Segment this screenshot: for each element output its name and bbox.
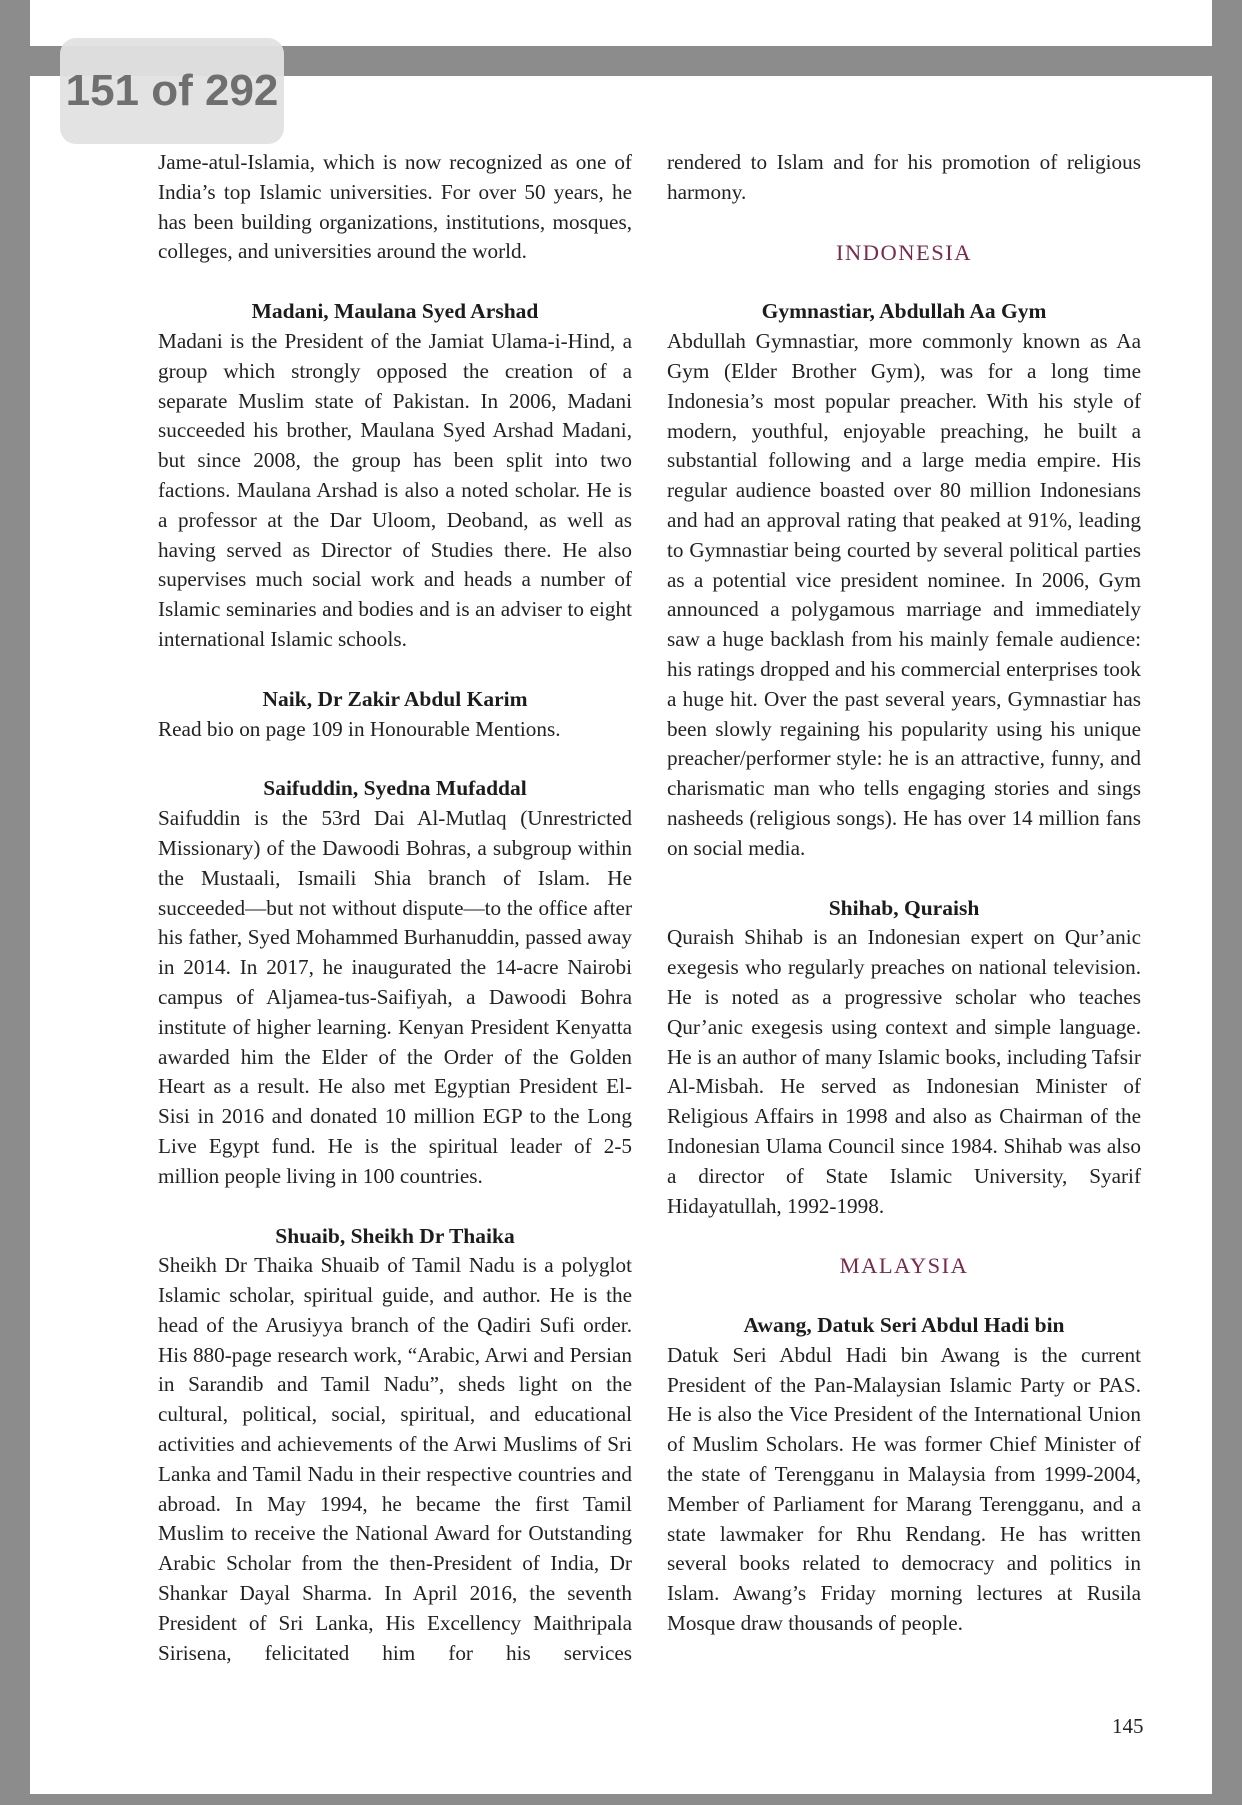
page-counter: 151 of 292 — [60, 38, 284, 144]
spacer — [158, 655, 632, 685]
entry-bio-naik: Read bio on page 109 in Honourable Mentions. — [158, 716, 561, 741]
intro-paragraph: Jame-atul-Islamia, which is now recognized as one of India’s top Islamic universities. For over 50 years, he has been building organizations, institutions, mosques, colleges, and universities around the world. — [158, 150, 632, 264]
continued-paragraph: rendered to Islam and for his promotion of religious harmony. — [667, 150, 1141, 204]
section-heading-indonesia: INDONESIA — [836, 239, 972, 265]
entry-bio-shihab: Quraish Shihab is an Indonesian expert on Qur’anic exegesis who regularly preaches on national television. He is noted as a progressive scholar who teaches Qur’anic exegesis using context and simple language. He is an author of many Islamic books, including Tafsir Al-Misbah. He served as Indonesian Minister of Religious Affairs in 1998 and also as Chairman of the Indonesian Ulama Council since 1984. Shihab was also a director of State Islamic University, Syarif Hidayatullah, 1992-1998. — [667, 925, 1141, 1218]
entry-bio-madani: Madani is the President of the Jamiat Ulama-i-Hind, a group which strongly opposed the creation of a separate Muslim state of Pakistan. In 2006, Madani succeeded his brother, Maulana Syed Arshad Madani, but since 2008, the group has been split into two factions. Maulana Arshad is also a noted scholar. He is a professor at the Dar Uloom, Deoband, as well as having served as Director of Studies there. He also supervises much social work and heads a number of Islamic seminaries and bodies and is an adviser to eight international Islamic schools. — [158, 328, 632, 651]
left-column — [158, 148, 632, 1668]
spacer — [667, 267, 1141, 297]
spacer — [158, 267, 632, 297]
spacer — [158, 744, 632, 774]
entry-name-gymnastiar: Gymnastiar, Abdullah Aa Gym — [761, 299, 1047, 324]
entry-name-saifuddin: Saifuddin, Syedna Mufaddal — [263, 776, 527, 801]
entry-bio-shuaib: Sheikh Dr Thaika Shuaib of Tamil Nadu is a polyglot Islamic scholar, spiritual guide, and author. He is the head of the Arusiyya branch of the Qadiri Sufi order. His 880-page research work, “Arabic, Arwi and Persian in Sarandib and Tamil Nadu”, sheds light on the cultural, political, social, spiritual, and educational activities and achievements of the Arwi Muslims of Sri Lanka and Tamil Nadu in their respective countries and abroad. In May 1994, he became the first Tamil Muslim to receive the National Award for Outstanding Arabic Scholar from the then-President of India, Dr Shankar Dayal Sharma. In April 2016, the seventh President of Sri Lanka, His Excellency Maithripala Sirisena, felicitated him for his services — [158, 1253, 632, 1665]
entry-name-naik: Naik, Dr Zakir Abdul Karim — [262, 686, 528, 711]
spacer — [667, 1281, 1141, 1311]
right-column — [667, 148, 1141, 1639]
entry-bio-awang: Datuk Seri Abdul Hadi bin Awang is the current President of the Pan-Malaysian Islamic Party or PAS. He is also the Vice President of the International Union of Muslim Scholars. He was former Chief Minister of the state of Terengganu in Malaysia from 1999-2004, Member of Parliament for Marang Terengganu, and a state lawmaker for Rhu Rendang. He has written several books related to democracy and politics in Islam. Awang’s Friday morning lectures at Rusila Mosque draw thousands of people. — [667, 1342, 1141, 1636]
spacer — [667, 864, 1141, 894]
spacer — [667, 1221, 1141, 1251]
spacer — [667, 208, 1141, 238]
entry-name-awang: Awang, Datuk Seri Abdul Hadi bin — [743, 1313, 1065, 1338]
entry-bio-gymnastiar: Abdullah Gymnastiar, more commonly known as Aa Gym (Elder Brother Gym), was for a long time Indonesia’s most popular preacher. With his style of modern, youthful, enjoyable preaching, he built a substantial following and a large media empire. His regular audience boasted over 80 million Indonesians and had an approval rating that peaked at 91%, leading to Gymnastiar being courted by several political parties as a potential vice president nominee. In 2006, Gym announced a polygamous marriage and immediately saw a huge backlash from his mainly female audience: his ratings dropped and his commercial enterprises took a huge hit. Over the past several years, Gymnastiar has been slowly regaining his popularity using his unique preacher/performer style: he is an attractive, funny, and charismatic man who tells engaging stories and sings nasheeds (religious songs). He has over 14 million fans on social media. — [667, 329, 1141, 860]
entry-name-shuaib: Shuaib, Sheikh Dr Thaika — [275, 1223, 515, 1248]
entry-bio-saifuddin: Saifuddin is the 53rd Dai Al-Mutlaq (Unrestricted Missionary) of the Dawoodi Bohras, a subgroup within the Mustaali, Ismaili Shia branch of Islam. He succeeded—but not without dispute—to the office after his father, Syed Mohammed Burhanuddin, passed away in 2014. In 2017, he inaugurated the 14-acre Nairobi campus of Aljamea-tus-Saifiyah, a Dawoodi Bohra institute of higher learning. Kenyan President Kenyatta awarded him the Elder of the Order of the Golden Heart as a result. He also met Egyptian President El-Sisi in 2016 and donated 10 million EGP to the Long Live Egypt fund. He is the spiritual leader of 2-5 million people living in 100 countries. — [158, 806, 632, 1188]
entry-name-shihab: Shihab, Quraish — [828, 895, 980, 920]
page-number: 145 — [1112, 1714, 1144, 1738]
entry-name-madani: Madani, Maulana Syed Arshad — [251, 299, 539, 324]
spacer — [158, 1192, 632, 1222]
section-heading-malaysia: MALAYSIA — [839, 1253, 969, 1279]
